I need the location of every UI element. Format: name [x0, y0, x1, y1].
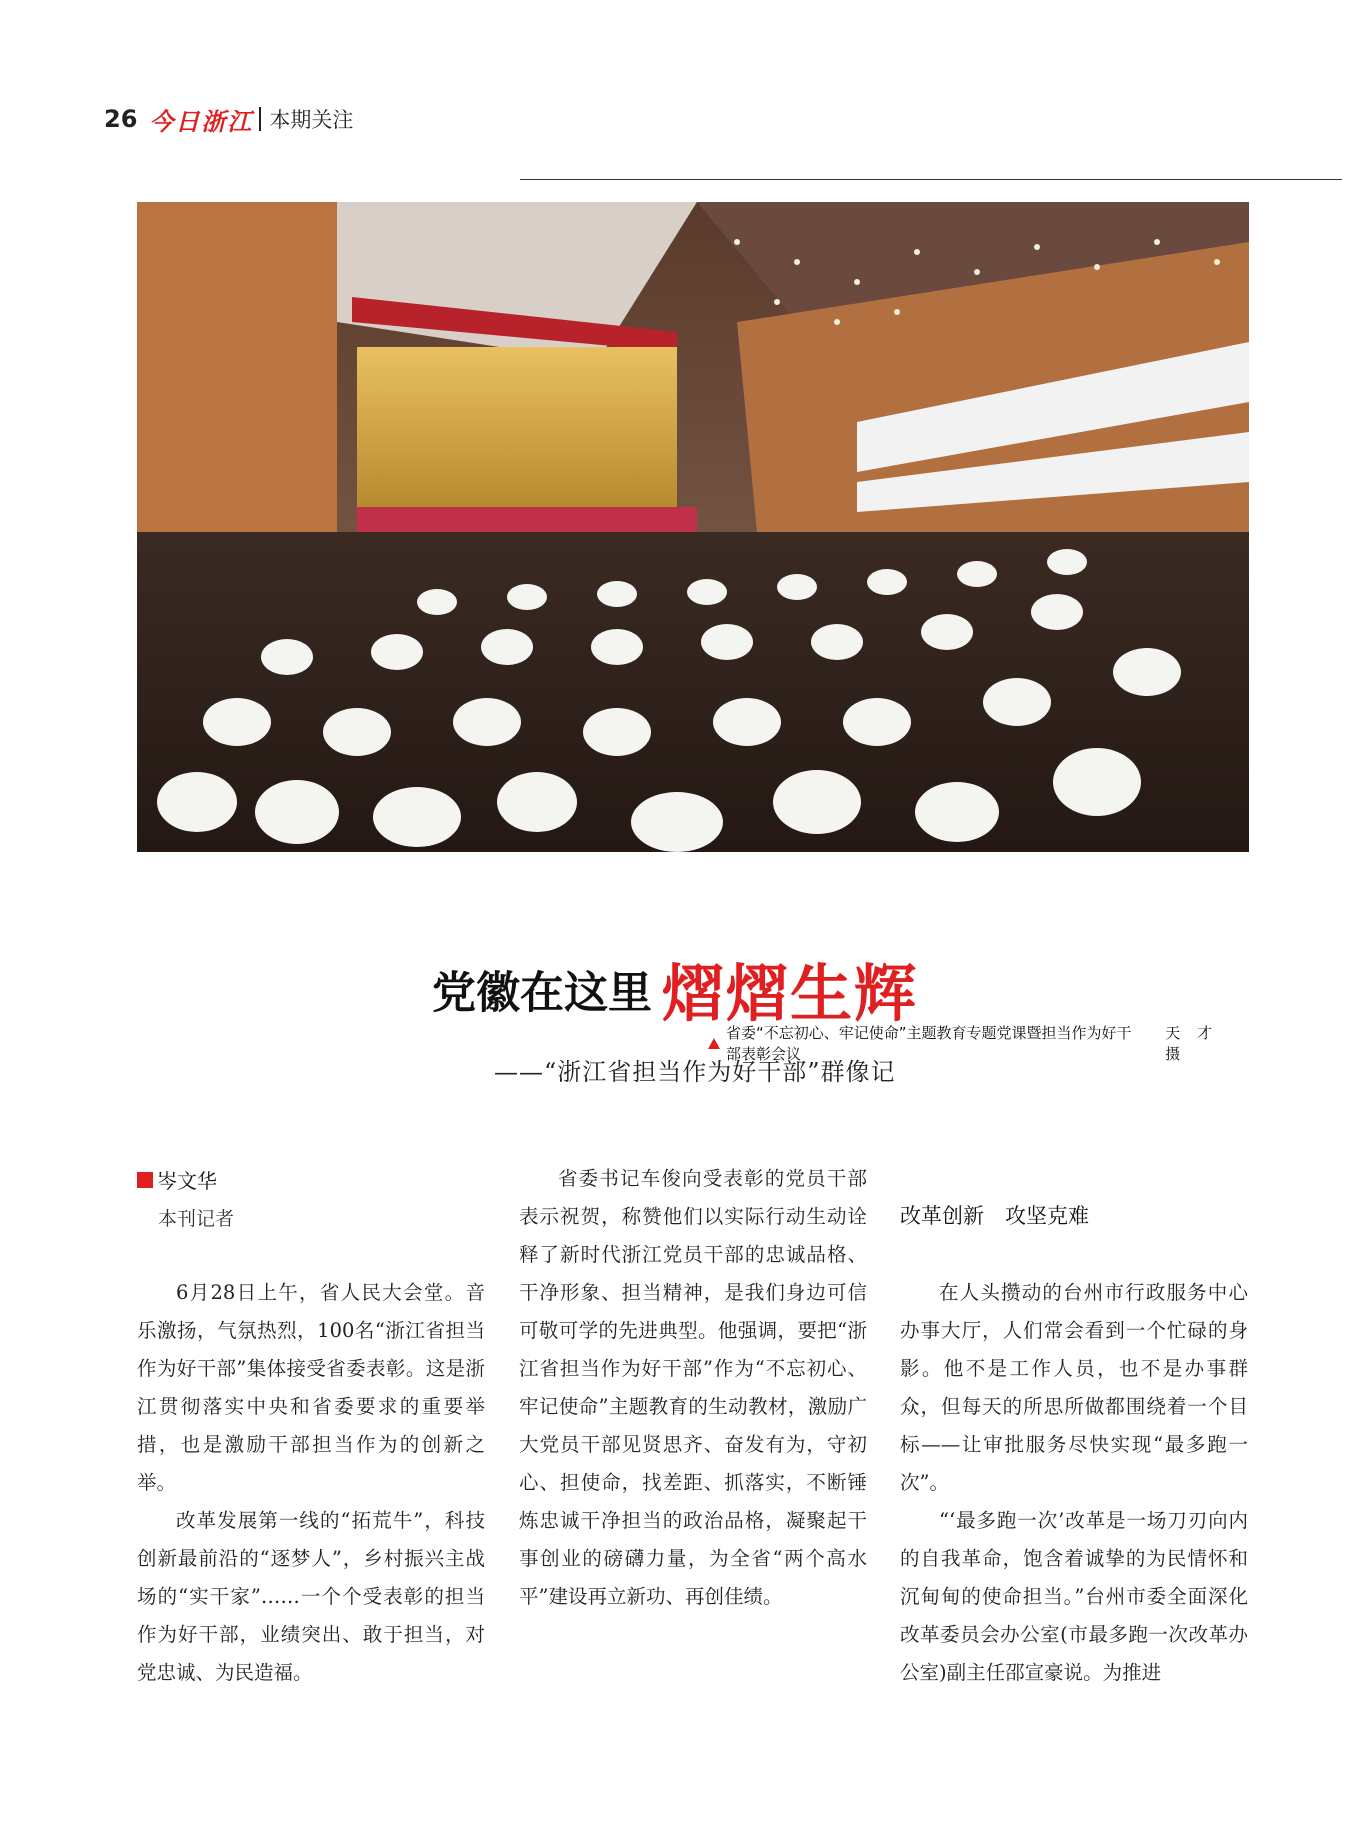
body-column-2: [519, 1160, 867, 1616]
title-emphasis: 熠熠生辉: [661, 957, 918, 1030]
section-label: 本期关注: [269, 108, 354, 132]
article-subtitle: ——“浙江省担当作为好干部”群像记: [494, 1058, 896, 1086]
paragraph: 在人头攒动的台州市行政服务中心办事大厅，人们常会看到一个忙碌的身影。他不是工作人员，也不是办事群众，但每天的所思所做都围绕着一个目标——让审批服务尽快实现“最多跑一次”。: [900, 1281, 1248, 1494]
author-role: 本刊记者: [158, 1208, 235, 1230]
section-heading: 改革创新 攻坚克难: [900, 1204, 1089, 1228]
left-wood-wall: [137, 202, 337, 562]
paragraph: 改革发展第一线的“拓荒牛”，科技创新最前沿的“逐梦人”，乡村振兴主战场的“实干家”……一个个受表彰的担当作为好干部，业绩突出、敢于担当，对党忠诚、为民造福。: [137, 1509, 485, 1684]
author-marker-icon: [137, 1172, 153, 1188]
stage-curtain: [357, 347, 677, 507]
paragraph: “‘最多跑一次’改革是一场刀刃向内的自我革命，饱含着诚挚的为民情怀和沉甸甸的使命担当。”台州市委全面深化改革委员会办公室(市最多跑一次改革办公室)副主任邵宣豪说。为推进: [900, 1509, 1248, 1684]
paragraph: 省委书记车俊向受表彰的党员干部表示祝贺，称赞他们以实际行动生动诠释了新时代浙江党员干部的忠诚品格、干净形象、担当精神，是我们身边可信可敬可学的先进典型。他强调，要把“浙江省担当作为好干部”作为“不忘初心、牢记使命”主题教育的生动教材，激励广大党员干部见贤思齐、奋发有为，守初心、担使命，找差距、抓落实，不断锤炼忠诚干净担当的政治品格，凝聚起干事创业的磅礴力量，为全省“两个高水平”建设再立新功、再创佳绩。: [519, 1167, 867, 1608]
author-name: 岑文华: [157, 1169, 217, 1193]
caption-triangle-icon: [708, 1038, 720, 1049]
title-main: 党徽在这里: [431, 967, 652, 1019]
header-rule: [520, 179, 1342, 180]
photo-caption: [700, 1024, 1249, 1063]
paragraph: 6月28日上午，省人民大会堂。音乐激扬，气氛热烈，100名“浙江省担当作为好干部”集体接受省委表彰。这是浙江贯彻落实中央和省委要求的重要举措，也是激励干部担当作为的创新之举。: [137, 1281, 485, 1494]
body-column-1: [137, 1274, 485, 1692]
caption-text: 省委“不忘初心、牢记使命”主题教育专题党课暨担当作为好干部表彰会议: [726, 1024, 1132, 1063]
magazine-logo: 今日浙江: [149, 106, 254, 136]
article-title: [0, 944, 1350, 1033]
hall-illustration: [137, 202, 1249, 852]
photo-credit: 天 才 摄: [1165, 1024, 1219, 1063]
page-number: 26: [104, 105, 138, 133]
author-line: [137, 1165, 217, 1194]
page-header: [104, 102, 353, 136]
body-column-3: [900, 1274, 1248, 1692]
header-separator: [259, 107, 261, 131]
